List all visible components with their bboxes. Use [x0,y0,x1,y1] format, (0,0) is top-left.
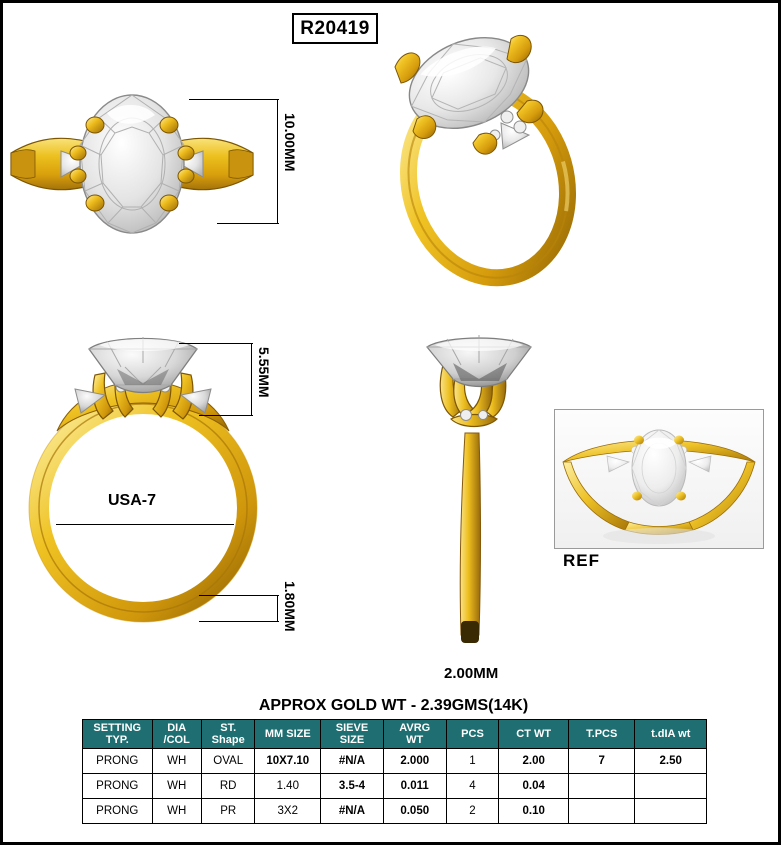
cell-setting: PRONG [83,749,153,774]
col-avrg-wt [383,720,446,749]
table-header-row [83,720,707,749]
cell-t-pcs: 7 [569,749,635,774]
col-setting-type [83,720,153,749]
reference-caption: REF [563,551,600,570]
front-view-dim-tick-upper [179,343,253,344]
cell-setting: PRONG [83,799,153,824]
band-width-label: 2.00MM [444,665,499,682]
col-dia-col-line2: /COL [163,734,190,747]
cell-avrg-wt: 0.011 [383,774,446,799]
col-st-shape [201,720,255,749]
cell-t-pcs [569,774,635,799]
cell-shape: PR [201,799,255,824]
ring-front-view [21,323,271,633]
band-thickness-tick-lower [199,621,279,622]
front-view-height-dimension-line [251,343,252,415]
col-sieve-size-line2: SIZE [339,734,365,747]
cell-pcs: 4 [446,774,499,799]
front-view-height-label: 5.55MM [256,347,272,398]
stone-spec-table [82,719,707,824]
design-ref-code: R20419 [292,13,378,44]
ring-size-dimension-line [56,524,234,525]
cell-t-dia-wt [635,799,707,824]
band-thickness-label: 1.80MM [282,581,298,632]
cell-dia-col: WH [152,774,201,799]
col-dia-col [152,720,201,749]
cell-pcs: 1 [446,749,499,774]
col-avrg-wt-line1: AVRG [399,722,431,734]
cell-t-pcs [569,799,635,824]
cell-dia-col: WH [152,749,201,774]
cell-shape: OVAL [201,749,255,774]
top-view-dimension-tick-lower [217,223,279,224]
cell-ct-wt: 2.00 [499,749,569,774]
cell-ct-wt: 0.04 [499,774,569,799]
cell-shape: RD [201,774,255,799]
cell-sieve: 3.5-4 [321,774,384,799]
ring-top-view [3,83,293,253]
cell-t-dia-wt [635,774,707,799]
cell-setting: PRONG [83,774,153,799]
cell-mm-size: 10X7.10 [255,749,321,774]
col-t-dia-wt: t.dIA wt [635,720,707,749]
col-mm-size: MM SIZE [255,720,321,749]
top-view-dimension-line [277,99,278,223]
cell-avrg-wt: 2.000 [383,749,446,774]
ring-perspective-view [383,23,593,303]
cell-mm-size: 1.40 [255,774,321,799]
cell-dia-col: WH [152,799,201,824]
col-setting-type-line1: SETTING [93,722,142,734]
top-view-dimension-tick-upper [189,99,279,100]
approx-gold-weight: APPROX GOLD WT - 2.39GMS(14K) [258,697,529,714]
cell-mm-size: 3X2 [255,799,321,824]
cell-sieve: #N/A [321,799,384,824]
col-st-shape-line2: Shape [211,734,245,747]
band-thickness-tick-upper [199,595,279,596]
cell-ct-wt: 0.10 [499,799,569,824]
front-view-dim-tick-lower [199,415,253,416]
table-row [83,774,707,799]
ring-side-view [403,323,563,653]
top-view-height-label: 10.00MM [282,113,298,172]
col-avrg-wt-line2: WT [406,734,424,747]
col-st-shape-line1: ST. [220,722,237,734]
col-dia-col-line1: DIA [167,722,187,734]
table-row [83,799,707,824]
col-pcs: PCS [446,720,499,749]
table-row [83,749,707,774]
col-ct-wt: CT WT [499,720,569,749]
ring-size-label: USA-7 [108,492,157,509]
band-thickness-dimension-line [277,595,278,621]
cell-pcs: 2 [446,799,499,824]
cell-sieve: #N/A [321,749,384,774]
col-t-pcs: T.PCS [569,720,635,749]
col-sieve-size [321,720,384,749]
col-sieve-size-line1: SIEVE [335,722,369,734]
cell-avrg-wt: 0.050 [383,799,446,824]
col-setting-type-line2: TYP. [105,734,129,747]
ring-reference-photo [554,409,764,549]
cell-t-dia-wt: 2.50 [635,749,707,774]
